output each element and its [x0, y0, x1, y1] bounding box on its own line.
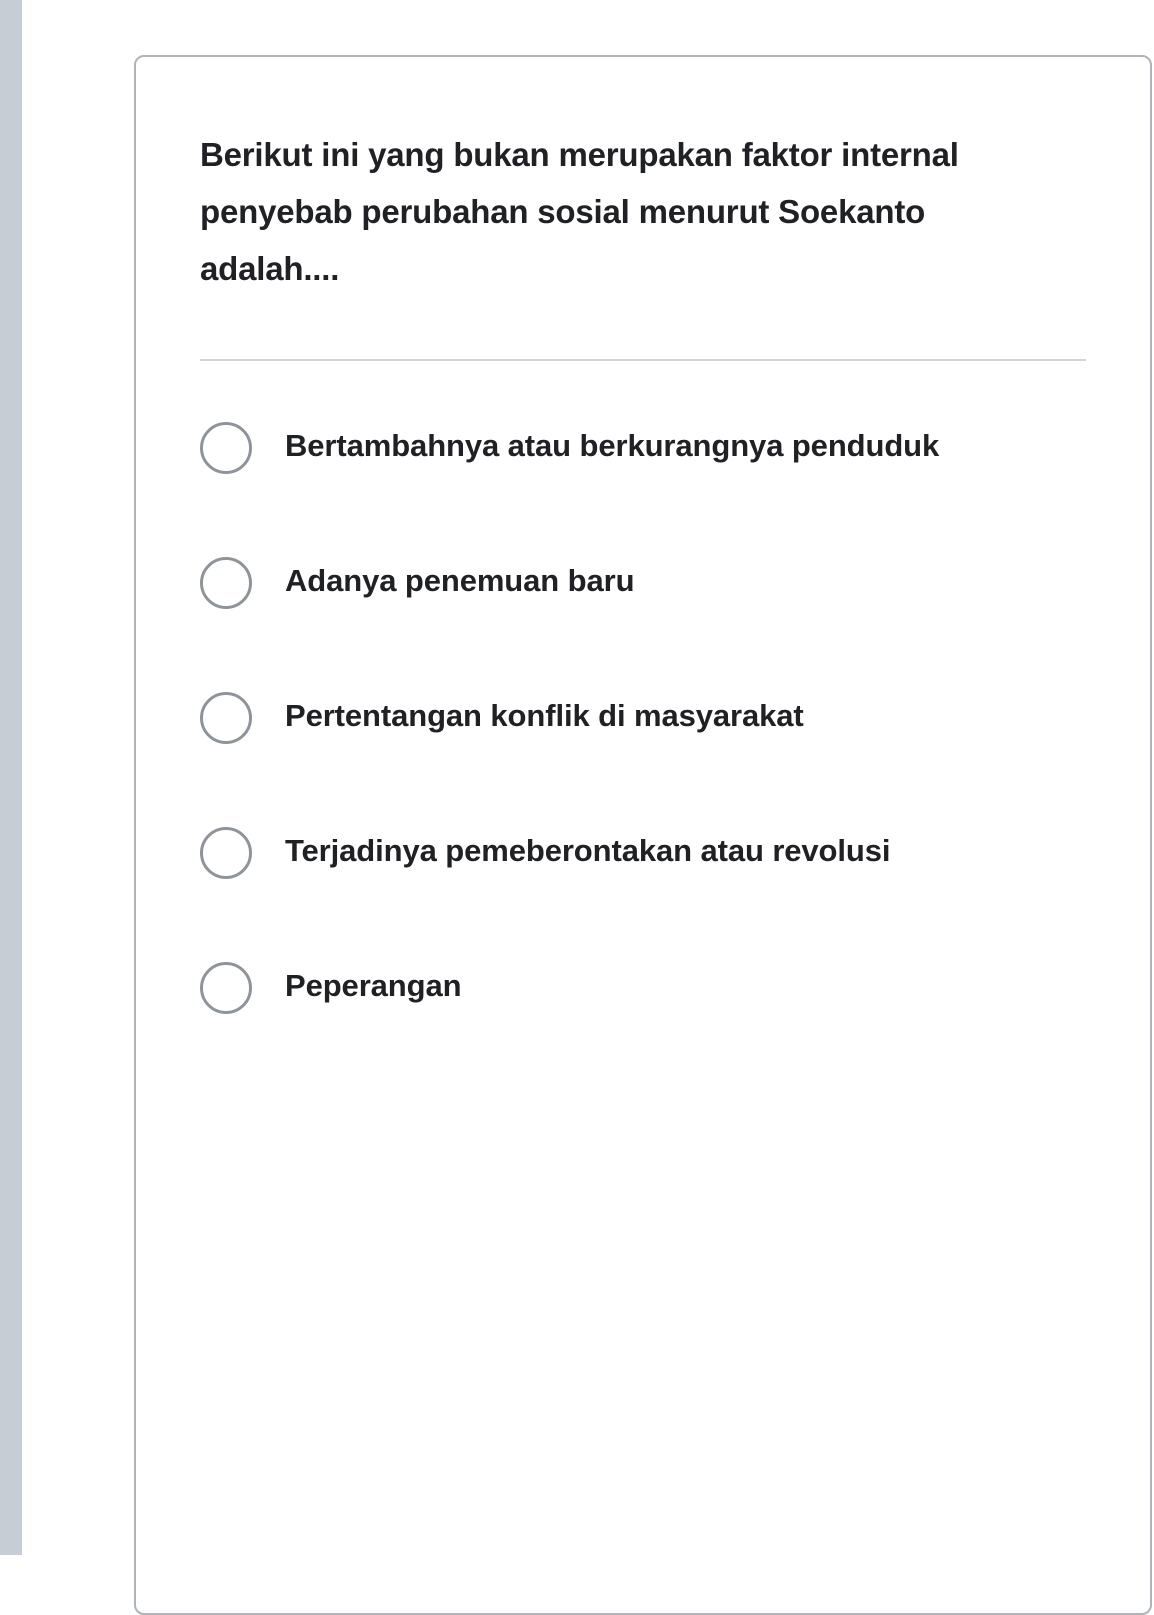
radio-button-icon[interactable]	[200, 827, 252, 879]
question-text: Berikut ini yang bukan merupakan faktor internal penyebab perubahan sosial menurut Soekanto adalah....	[200, 136, 959, 287]
radio-button-icon[interactable]	[200, 962, 252, 1014]
answer-option-4[interactable]	[200, 824, 1086, 879]
answer-option-label: Peperangan	[285, 968, 462, 1004]
radio-button-icon[interactable]	[200, 422, 252, 474]
page-body	[22, 0, 1154, 1555]
answer-option-label: Terjadinya pemeberontakan atau revolusi	[285, 833, 891, 869]
answer-options-list	[200, 419, 1086, 1014]
question-card	[134, 55, 1152, 1615]
answer-option-5[interactable]	[200, 959, 1086, 1014]
answer-option-label: Pertentangan konflik di masyarakat	[285, 698, 804, 734]
answer-option-2[interactable]	[200, 554, 1086, 609]
radio-button-icon[interactable]	[200, 557, 252, 609]
page-scroll-gutter[interactable]	[0, 0, 22, 1555]
answer-option-label: Bertambahnya atau berkurangnya penduduk	[285, 428, 940, 464]
question-divider	[200, 359, 1086, 361]
answer-option-3[interactable]	[200, 689, 1086, 744]
answer-option-1[interactable]	[200, 419, 1086, 474]
answer-option-label: Adanya penemuan baru	[285, 563, 635, 599]
radio-button-icon[interactable]	[200, 692, 252, 744]
